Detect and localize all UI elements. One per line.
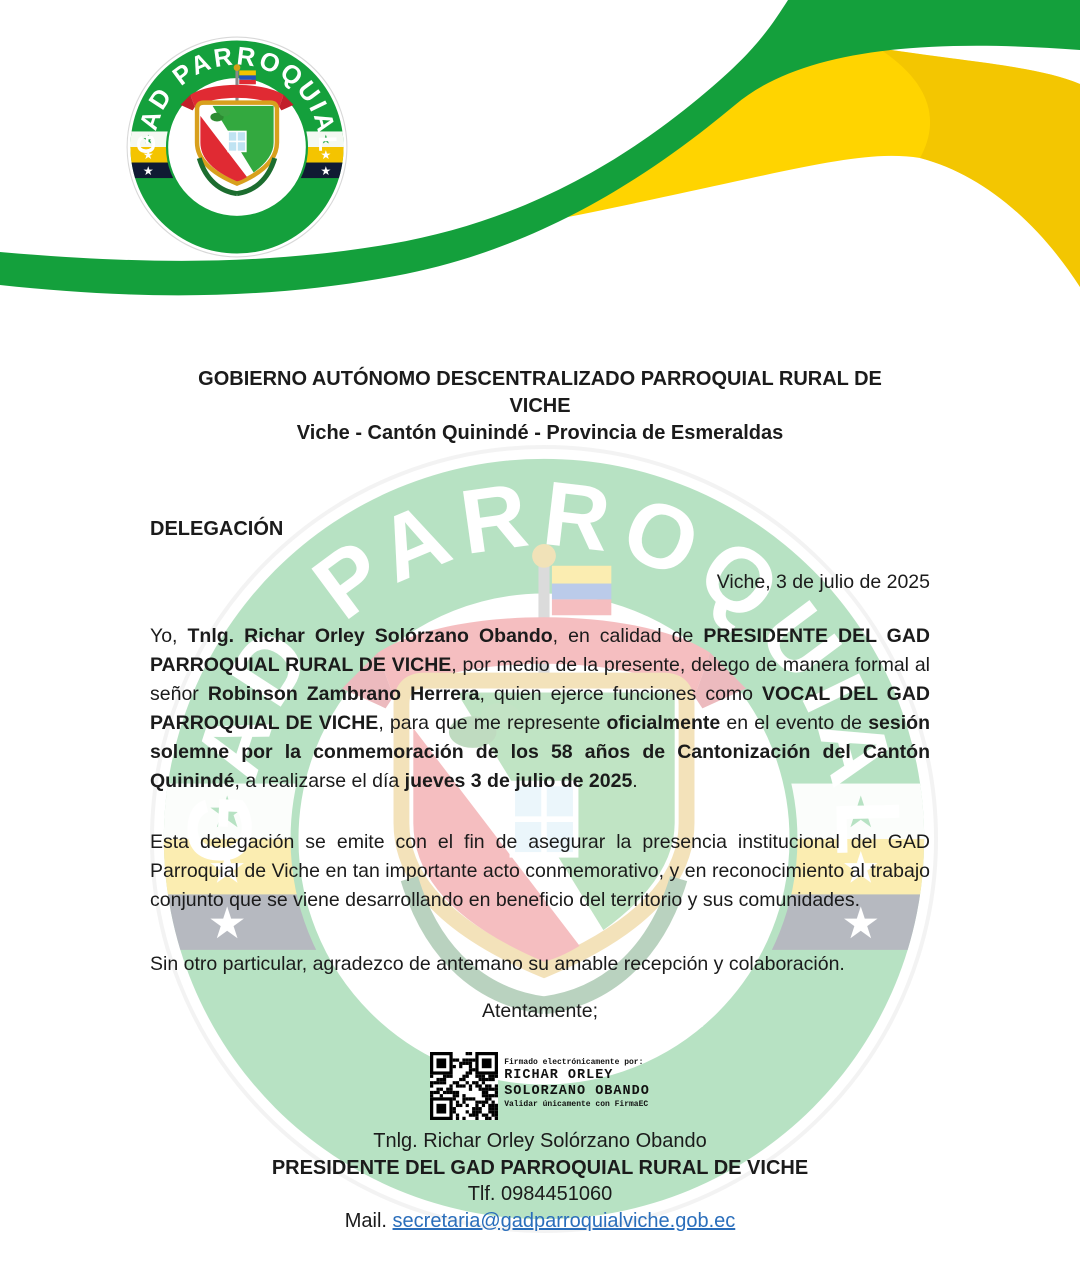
- stamp-name-line-1: RICHAR ORLEY: [504, 1068, 614, 1083]
- closing-line: Atentamente;: [482, 1000, 598, 1022]
- gad-parroquial-viche-logo: [126, 36, 348, 258]
- electronic-signature-stamp: [150, 1052, 930, 1120]
- signatory-phone: Tlf. 0984451060: [467, 1183, 613, 1205]
- email-link[interactable]: secretaria@gadparroquialviche.gob.ec: [392, 1209, 736, 1232]
- signatory-name: Tnlg. Richar Orley Solórzano Obando: [373, 1130, 707, 1152]
- title-line-2: VICHE: [509, 395, 571, 417]
- letterhead-subtitle: Viche - Cantón Quinindé - Provincia de Esmeraldas: [296, 422, 784, 444]
- signatory-title: PRESIDENTE DEL GAD PARROQUIAL RURAL DE VICHE: [271, 1156, 809, 1179]
- paragraph-purpose: Esta delegación se emite con el fin de asegurar la presencia institucional del GAD Parroquial de Viche en tan importante acto conmemorativo, y en reconocimiento al trabajo conjunto que se viene desarrollando en beneficio del territorio y sus comunidades.: [150, 831, 930, 911]
- stamp-text: [504, 1052, 650, 1110]
- title-line-1: GOBIERNO AUTÓNOMO DESCENTRALIZADO PARROQUIAL RURAL DE: [198, 368, 882, 390]
- paragraph-farewell: Sin otro particular, agradezco de antemano su amable recepción y colaboración.: [150, 953, 845, 975]
- stamp-signed-by-label: Firmado electrónicamente por:: [504, 1058, 644, 1067]
- stamp-name-line-2: SOLORZANO OBANDO: [504, 1084, 650, 1099]
- qr-code: [430, 1052, 498, 1120]
- letterhead-title: [150, 366, 930, 447]
- date-line: Viche, 3 de julio de 2025: [716, 571, 930, 593]
- signatory-block: [150, 1128, 930, 1234]
- paragraph-delegation: Yo, Tnlg. Richar Orley Solórzano Obando, en calidad de PRESIDENTE DEL GAD PARROQUIAL RURAL DE VICHE, por medio de la presente, delego de manera formal al señor Robinson Zambrano Herrera, quien ejerce funciones como VOCAL DEL GAD PARROQUIAL DE VICHE, para que me represente oficialmente en el evento de sesión solemne por la conmemoración de los 58 años de Cantonización del Cantón Quinindé, a realizarse el día jueves 3 de julio de 2025.: [150, 625, 931, 792]
- stamp-validation-note: Validar únicamente con FirmaEC: [504, 1100, 649, 1109]
- document-heading: DELEGACIÓN: [150, 518, 284, 540]
- signatory-mail-line: [150, 1208, 930, 1235]
- mail-label: Mail.: [344, 1209, 387, 1232]
